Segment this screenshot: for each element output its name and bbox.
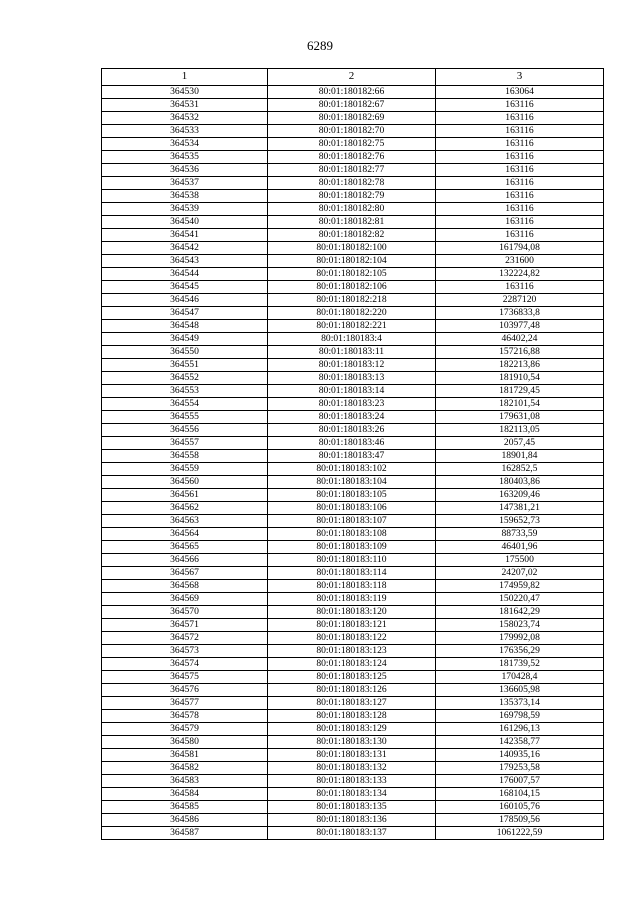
table-cell-col-1: 364550 xyxy=(102,346,268,359)
table-cell-col-3: 163064 xyxy=(436,86,604,99)
table-cell-col-2: 80:01:180183:4 xyxy=(268,333,436,346)
table-cell-col-1: 364561 xyxy=(102,489,268,502)
table-row xyxy=(102,645,604,658)
table-cell-col-1: 364533 xyxy=(102,125,268,138)
table-row xyxy=(102,554,604,567)
table-cell-col-1: 364565 xyxy=(102,541,268,554)
table-row xyxy=(102,86,604,99)
table-cell-col-1: 364560 xyxy=(102,476,268,489)
table-cell-col-2: 80:01:180183:126 xyxy=(268,684,436,697)
table-cell-col-2: 80:01:180183:118 xyxy=(268,580,436,593)
table-cell-col-2: 80:01:180183:136 xyxy=(268,814,436,827)
table-cell-col-2: 80:01:180183:106 xyxy=(268,502,436,515)
table-row xyxy=(102,411,604,424)
table-row xyxy=(102,229,604,242)
table-cell-col-1: 364580 xyxy=(102,736,268,749)
table-cell-col-3: 163116 xyxy=(436,112,604,125)
table-cell-col-3: 176007,57 xyxy=(436,775,604,788)
table-cell-col-2: 80:01:180183:107 xyxy=(268,515,436,528)
table-cell-col-2: 80:01:180183:129 xyxy=(268,723,436,736)
table-cell-col-2: 80:01:180183:132 xyxy=(268,762,436,775)
table-cell-col-1: 364578 xyxy=(102,710,268,723)
table-cell-col-3: 163116 xyxy=(436,281,604,294)
table-cell-col-1: 364555 xyxy=(102,411,268,424)
table-cell-col-3: 181739,52 xyxy=(436,658,604,671)
table-row xyxy=(102,827,604,840)
table-row xyxy=(102,684,604,697)
table-row xyxy=(102,775,604,788)
table-cell-col-1: 364539 xyxy=(102,203,268,216)
table-cell-col-3: 182213,86 xyxy=(436,359,604,372)
table-row xyxy=(102,242,604,255)
table-cell-col-1: 364572 xyxy=(102,632,268,645)
table-cell-col-1: 364532 xyxy=(102,112,268,125)
table-row xyxy=(102,216,604,229)
table-row xyxy=(102,762,604,775)
table-cell-col-3: 150220,47 xyxy=(436,593,604,606)
table-body xyxy=(102,86,604,840)
table-cell-col-2: 80:01:180182:67 xyxy=(268,99,436,112)
table-cell-col-2: 80:01:180183:11 xyxy=(268,346,436,359)
table-row xyxy=(102,437,604,450)
table-cell-col-1: 364541 xyxy=(102,229,268,242)
table-cell-col-2: 80:01:180182:105 xyxy=(268,268,436,281)
table-cell-col-3: 136605,98 xyxy=(436,684,604,697)
table-cell-col-3: 142358,77 xyxy=(436,736,604,749)
table-row xyxy=(102,606,604,619)
table-row xyxy=(102,619,604,632)
table-cell-col-1: 364582 xyxy=(102,762,268,775)
table-row xyxy=(102,801,604,814)
table-row xyxy=(102,814,604,827)
table-row xyxy=(102,320,604,333)
table-cell-col-1: 364538 xyxy=(102,190,268,203)
table-row xyxy=(102,268,604,281)
table-row xyxy=(102,515,604,528)
table-cell-col-1: 364556 xyxy=(102,424,268,437)
table-cell-col-1: 364544 xyxy=(102,268,268,281)
table-cell-col-3: 159652,73 xyxy=(436,515,604,528)
table-row xyxy=(102,476,604,489)
table-row xyxy=(102,346,604,359)
table-cell-col-2: 80:01:180182:104 xyxy=(268,255,436,268)
table-cell-col-1: 364569 xyxy=(102,593,268,606)
table-cell-col-3: 178509,56 xyxy=(436,814,604,827)
table-cell-col-3: 163116 xyxy=(436,138,604,151)
table-cell-col-2: 80:01:180182:79 xyxy=(268,190,436,203)
table-cell-col-3: 162852,5 xyxy=(436,463,604,476)
table-cell-col-2: 80:01:180183:105 xyxy=(268,489,436,502)
table-cell-col-1: 364536 xyxy=(102,164,268,177)
table-cell-col-1: 364540 xyxy=(102,216,268,229)
table-row xyxy=(102,736,604,749)
table-row xyxy=(102,632,604,645)
table-row xyxy=(102,164,604,177)
table-cell-col-2: 80:01:180183:125 xyxy=(268,671,436,684)
table-row xyxy=(102,294,604,307)
table-cell-col-2: 80:01:180183:134 xyxy=(268,788,436,801)
table-cell-col-2: 80:01:180182:76 xyxy=(268,151,436,164)
table-cell-col-1: 364571 xyxy=(102,619,268,632)
table-cell-col-3: 180403,86 xyxy=(436,476,604,489)
table-cell-col-1: 364562 xyxy=(102,502,268,515)
table-cell-col-2: 80:01:180183:131 xyxy=(268,749,436,762)
table-cell-col-1: 364553 xyxy=(102,385,268,398)
table-cell-col-3: 18901,84 xyxy=(436,450,604,463)
table-cell-col-1: 364558 xyxy=(102,450,268,463)
table-cell-col-1: 364530 xyxy=(102,86,268,99)
table-cell-col-1: 364552 xyxy=(102,372,268,385)
table-cell-col-1: 364584 xyxy=(102,788,268,801)
table-header xyxy=(102,69,604,86)
table-cell-col-3: 163116 xyxy=(436,229,604,242)
table-cell-col-2: 80:01:180182:66 xyxy=(268,86,436,99)
table-row xyxy=(102,281,604,294)
table-cell-col-3: 132224,82 xyxy=(436,268,604,281)
table-row xyxy=(102,190,604,203)
table-cell-col-2: 80:01:180183:122 xyxy=(268,632,436,645)
table-cell-col-1: 364568 xyxy=(102,580,268,593)
table-cell-col-2: 80:01:180183:109 xyxy=(268,541,436,554)
table-cell-col-2: 80:01:180182:77 xyxy=(268,164,436,177)
table-cell-col-2: 80:01:180183:110 xyxy=(268,554,436,567)
table-cell-col-1: 364551 xyxy=(102,359,268,372)
table-cell-col-3: 163116 xyxy=(436,190,604,203)
table-cell-col-2: 80:01:180183:114 xyxy=(268,567,436,580)
table-cell-col-1: 364585 xyxy=(102,801,268,814)
table-cell-col-3: 168104,15 xyxy=(436,788,604,801)
table-cell-col-3: 140935,16 xyxy=(436,749,604,762)
table-cell-col-3: 2287120 xyxy=(436,294,604,307)
table-cell-col-3: 161794,08 xyxy=(436,242,604,255)
table-cell-col-2: 80:01:180182:106 xyxy=(268,281,436,294)
column-header-2: 2 xyxy=(268,69,436,86)
table-cell-col-2: 80:01:180183:23 xyxy=(268,398,436,411)
table-row xyxy=(102,138,604,151)
table-cell-col-2: 80:01:180183:102 xyxy=(268,463,436,476)
table-cell-col-2: 80:01:180183:24 xyxy=(268,411,436,424)
table-cell-col-2: 80:01:180183:120 xyxy=(268,606,436,619)
table-row xyxy=(102,567,604,580)
table-cell-col-3: 181910,54 xyxy=(436,372,604,385)
table-cell-col-2: 80:01:180183:127 xyxy=(268,697,436,710)
table-cell-col-3: 175500 xyxy=(436,554,604,567)
table-row xyxy=(102,333,604,346)
table-cell-col-2: 80:01:180183:46 xyxy=(268,437,436,450)
table-cell-col-1: 364542 xyxy=(102,242,268,255)
table-cell-col-1: 364557 xyxy=(102,437,268,450)
table-cell-col-3: 181729,45 xyxy=(436,385,604,398)
table-row xyxy=(102,502,604,515)
table-cell-col-3: 163116 xyxy=(436,216,604,229)
table-cell-col-2: 80:01:180183:135 xyxy=(268,801,436,814)
table-row xyxy=(102,723,604,736)
table-cell-col-3: 46401,96 xyxy=(436,541,604,554)
table-cell-col-1: 364543 xyxy=(102,255,268,268)
table-cell-col-1: 364570 xyxy=(102,606,268,619)
table-cell-col-3: 169798,59 xyxy=(436,710,604,723)
table-cell-col-3: 157216,88 xyxy=(436,346,604,359)
table-cell-col-1: 364534 xyxy=(102,138,268,151)
table-row xyxy=(102,489,604,502)
table-cell-col-3: 170428,4 xyxy=(436,671,604,684)
table-cell-col-1: 364579 xyxy=(102,723,268,736)
table-cell-col-2: 80:01:180182:78 xyxy=(268,177,436,190)
table-row xyxy=(102,788,604,801)
header-row xyxy=(102,69,604,86)
table-cell-col-2: 80:01:180183:121 xyxy=(268,619,436,632)
table-cell-col-2: 80:01:180183:124 xyxy=(268,658,436,671)
table-cell-col-2: 80:01:180182:70 xyxy=(268,125,436,138)
table-cell-col-2: 80:01:180182:69 xyxy=(268,112,436,125)
table-cell-col-2: 80:01:180183:133 xyxy=(268,775,436,788)
table-cell-col-1: 364575 xyxy=(102,671,268,684)
table-row xyxy=(102,749,604,762)
table-row xyxy=(102,671,604,684)
table-cell-col-2: 80:01:180183:119 xyxy=(268,593,436,606)
table-cell-col-3: 163116 xyxy=(436,125,604,138)
table-row xyxy=(102,658,604,671)
table-cell-col-2: 80:01:180183:26 xyxy=(268,424,436,437)
table-cell-col-1: 364567 xyxy=(102,567,268,580)
table-cell-col-1: 364566 xyxy=(102,554,268,567)
table-cell-col-3: 182113,05 xyxy=(436,424,604,437)
table-cell-col-3: 182101,54 xyxy=(436,398,604,411)
table-cell-col-2: 80:01:180182:81 xyxy=(268,216,436,229)
table-row xyxy=(102,359,604,372)
table-cell-col-1: 364577 xyxy=(102,697,268,710)
table-cell-col-3: 163209,46 xyxy=(436,489,604,502)
table-row xyxy=(102,697,604,710)
table-row xyxy=(102,203,604,216)
table-cell-col-2: 80:01:180183:108 xyxy=(268,528,436,541)
table-cell-col-2: 80:01:180182:82 xyxy=(268,229,436,242)
table-cell-col-3: 181642,29 xyxy=(436,606,604,619)
table-cell-col-3: 179992,08 xyxy=(436,632,604,645)
table-row xyxy=(102,177,604,190)
table-cell-col-3: 179253,58 xyxy=(436,762,604,775)
table-cell-col-3: 88733,59 xyxy=(436,528,604,541)
table-cell-col-3: 135373,14 xyxy=(436,697,604,710)
table-cell-col-2: 80:01:180182:75 xyxy=(268,138,436,151)
column-header-1: 1 xyxy=(102,69,268,86)
table-cell-col-1: 364549 xyxy=(102,333,268,346)
table-cell-col-2: 80:01:180183:130 xyxy=(268,736,436,749)
table-cell-col-3: 163116 xyxy=(436,177,604,190)
table-cell-col-3: 231600 xyxy=(436,255,604,268)
table-cell-col-3: 163116 xyxy=(436,164,604,177)
table-cell-col-3: 163116 xyxy=(436,99,604,112)
table-cell-col-3: 103977,48 xyxy=(436,320,604,333)
table-row xyxy=(102,450,604,463)
table-cell-col-3: 176356,29 xyxy=(436,645,604,658)
table-cell-col-1: 364559 xyxy=(102,463,268,476)
table-cell-col-3: 163116 xyxy=(436,151,604,164)
registry-table xyxy=(101,68,604,840)
table-cell-col-2: 80:01:180182:100 xyxy=(268,242,436,255)
table-cell-col-1: 364554 xyxy=(102,398,268,411)
table-cell-col-1: 364587 xyxy=(102,827,268,840)
table-cell-col-2: 80:01:180183:128 xyxy=(268,710,436,723)
table-cell-col-1: 364546 xyxy=(102,294,268,307)
table-row xyxy=(102,112,604,125)
table-row xyxy=(102,99,604,112)
table-row xyxy=(102,151,604,164)
table-cell-col-2: 80:01:180182:220 xyxy=(268,307,436,320)
table-cell-col-3: 161296,13 xyxy=(436,723,604,736)
table-cell-col-1: 364537 xyxy=(102,177,268,190)
page-number: 6289 xyxy=(307,38,333,53)
table-cell-col-1: 364576 xyxy=(102,684,268,697)
table-cell-col-1: 364583 xyxy=(102,775,268,788)
table-cell-col-3: 158023,74 xyxy=(436,619,604,632)
table-cell-col-1: 364535 xyxy=(102,151,268,164)
table-row xyxy=(102,255,604,268)
table-cell-col-2: 80:01:180182:221 xyxy=(268,320,436,333)
table-cell-col-3: 163116 xyxy=(436,203,604,216)
table-row xyxy=(102,463,604,476)
table-cell-col-1: 364547 xyxy=(102,307,268,320)
table-cell-col-1: 364545 xyxy=(102,281,268,294)
table-cell-col-2: 80:01:180182:218 xyxy=(268,294,436,307)
table-cell-col-1: 364573 xyxy=(102,645,268,658)
table-cell-col-2: 80:01:180183:14 xyxy=(268,385,436,398)
table-cell-col-2: 80:01:180183:47 xyxy=(268,450,436,463)
table-cell-col-3: 1736833,8 xyxy=(436,307,604,320)
table-row xyxy=(102,307,604,320)
table-row xyxy=(102,580,604,593)
table-cell-col-2: 80:01:180182:80 xyxy=(268,203,436,216)
table-cell-col-2: 80:01:180183:12 xyxy=(268,359,436,372)
table-cell-col-2: 80:01:180183:13 xyxy=(268,372,436,385)
table-cell-col-3: 160105,76 xyxy=(436,801,604,814)
column-header-3: 3 xyxy=(436,69,604,86)
table-cell-col-3: 2057,45 xyxy=(436,437,604,450)
table-row xyxy=(102,541,604,554)
table-row xyxy=(102,398,604,411)
table-cell-col-3: 174959,82 xyxy=(436,580,604,593)
table-cell-col-3: 46402,24 xyxy=(436,333,604,346)
table-cell-col-3: 179631,08 xyxy=(436,411,604,424)
table-cell-col-1: 364563 xyxy=(102,515,268,528)
table-row xyxy=(102,385,604,398)
table-cell-col-1: 364574 xyxy=(102,658,268,671)
table-row xyxy=(102,528,604,541)
table-row xyxy=(102,372,604,385)
table-cell-col-1: 364586 xyxy=(102,814,268,827)
table-cell-col-2: 80:01:180183:137 xyxy=(268,827,436,840)
table-row xyxy=(102,593,604,606)
table-cell-col-3: 147381,21 xyxy=(436,502,604,515)
table-row xyxy=(102,125,604,138)
table-cell-col-1: 364548 xyxy=(102,320,268,333)
table-cell-col-1: 364581 xyxy=(102,749,268,762)
table-row xyxy=(102,710,604,723)
table-row xyxy=(102,424,604,437)
table-cell-col-2: 80:01:180183:123 xyxy=(268,645,436,658)
table-cell-col-1: 364531 xyxy=(102,99,268,112)
table-cell-col-3: 1061222,59 xyxy=(436,827,604,840)
table-cell-col-2: 80:01:180183:104 xyxy=(268,476,436,489)
table-cell-col-3: 24207,02 xyxy=(436,567,604,580)
table-cell-col-1: 364564 xyxy=(102,528,268,541)
